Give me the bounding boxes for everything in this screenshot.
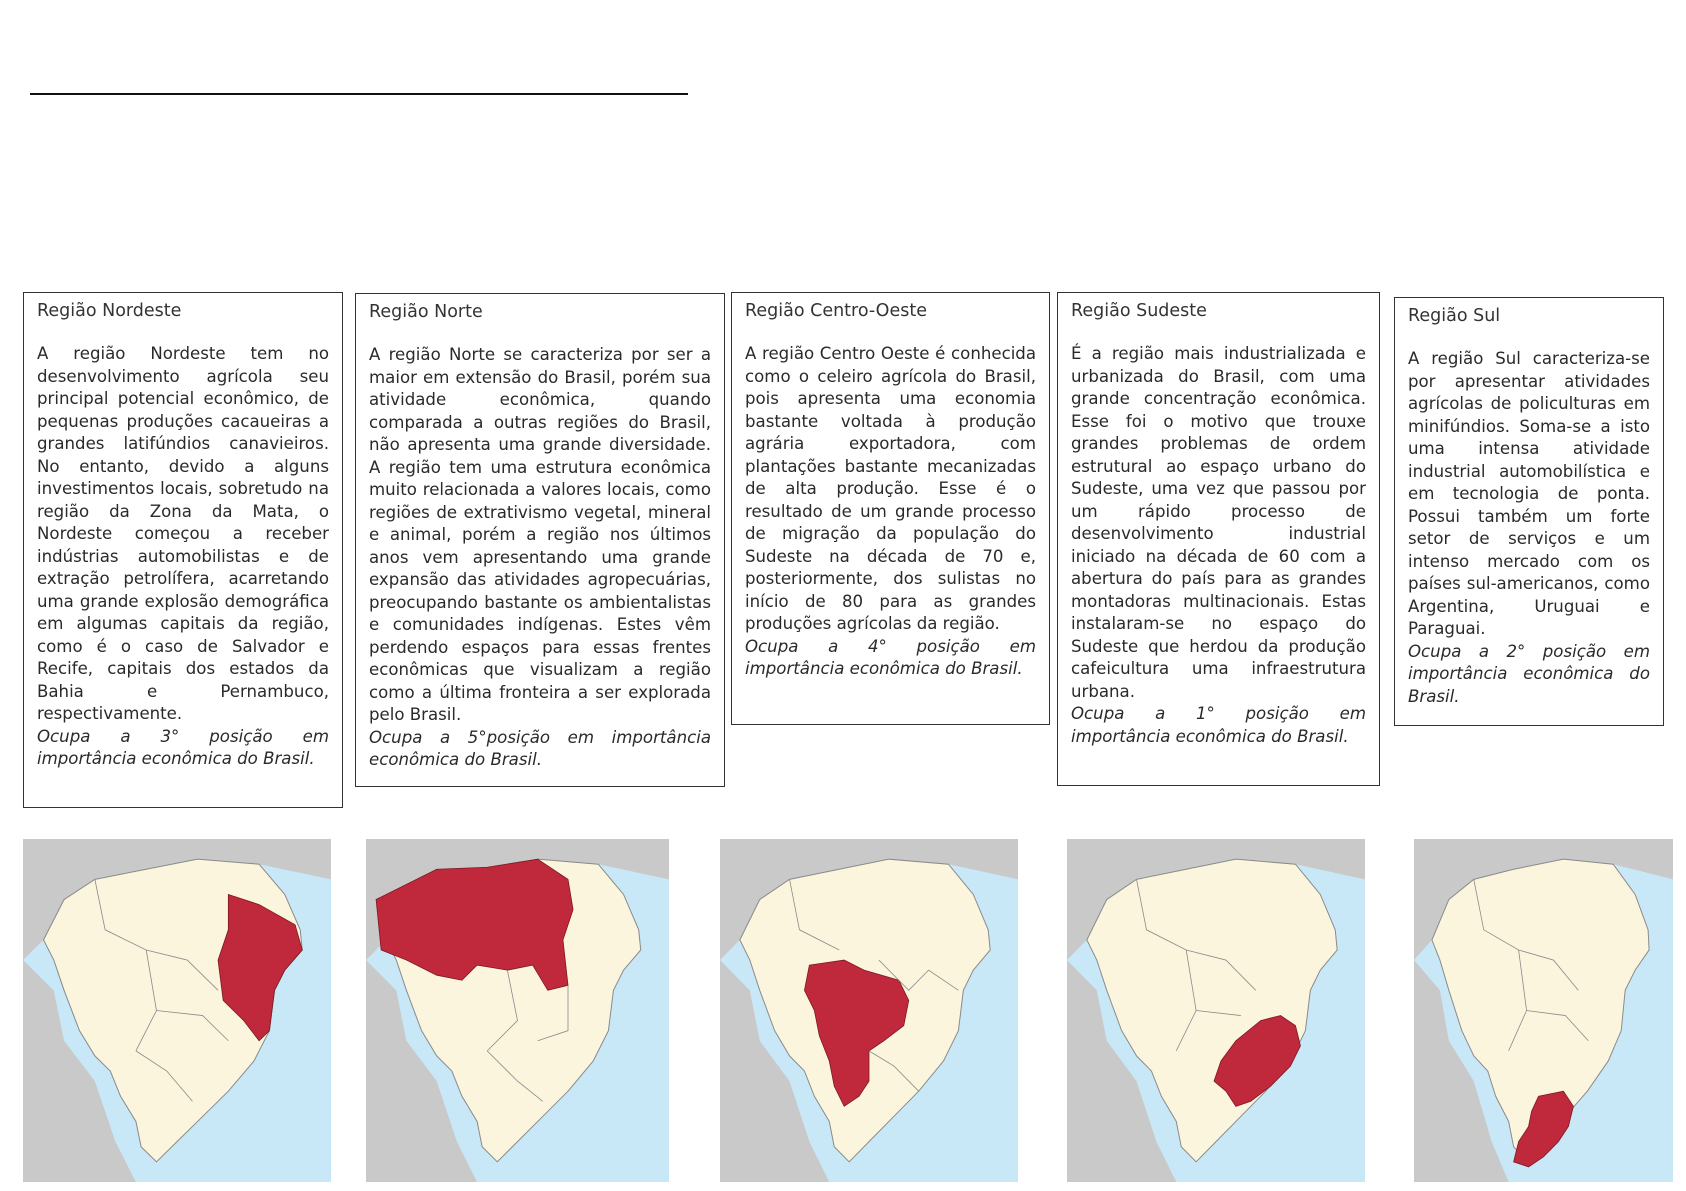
card-norte <box>355 293 725 787</box>
brazil-map-nordeste <box>23 839 331 1182</box>
map-sul <box>1414 839 1673 1182</box>
brazil-map-norte <box>366 839 669 1182</box>
card-title: Região Centro-Oeste <box>745 301 927 321</box>
card-title: Região Sudeste <box>1071 301 1207 321</box>
card-text: A região Centro Oeste é conhecida como o celeiro agrícola do Brasil, pois apresenta uma economia bastante voltada à produção agrária exportadora, com plantações bastante mecanizadas de alta produção. Esse é o resultado de um grande processo de migração da população do Sudeste na década de 70 e, posteriormente, dos sulistas no início de 80 para as grandes produções agrícolas da região. <box>745 344 1036 633</box>
title-underline <box>30 93 688 95</box>
card-rank: Ocupa a 3° posição em importância econômica do Brasil. <box>37 726 329 768</box>
card-title: Região Nordeste <box>37 301 182 321</box>
brazil-map-sul <box>1414 839 1673 1182</box>
map-norte <box>366 839 669 1182</box>
card-title: Região Sul <box>1408 306 1501 326</box>
card-rank: Ocupa a 4° posição em importância econômica do Brasil. <box>745 636 1036 678</box>
card-text: A região Nordeste tem no desenvolvimento agrícola seu principal potencial econômico, de pequenas produções cacaueiras a grandes latifúndios canavieiros. No entanto, devido a alguns investimentos locais, sobretudo na região da Zona da Mata, o Nordeste começou a receber indústrias automobilistas e de extração petrolífera, acarretando uma grande explosão demográfica em algumas capitais da região, como é o caso de Salvador e Recife, capitais dos estados da Bahia e Pernambuco, respectivamente. <box>37 344 329 723</box>
brazil-map-centro-oeste <box>720 839 1018 1182</box>
map-nordeste <box>23 839 331 1182</box>
map-centro-oeste <box>720 839 1018 1182</box>
card-text: É a região mais industrializada e urbanizada do Brasil, com uma grande concentração econômica. Esse foi o motivo que trouxe grandes problemas de ordem estrutural ao espaço urbano do Sudeste, uma vez que passou por um rápido processo de desenvolvimento industrial iniciado na década de 60 com a abertura do país para as grandes montadoras multinacionais. Estas instalaram-se no espaço do Sudeste que herdou da produção cafeicultura uma infraestrutura urbana. <box>1071 344 1366 701</box>
card-rank: Ocupa a 2° posição em importância econômica do Brasil. <box>1408 641 1650 706</box>
card-nordeste <box>23 292 343 808</box>
map-sudeste <box>1067 839 1365 1182</box>
card-text: A região Sul caracteriza-se por apresentar atividades agrícolas de policulturas em minifúndios. Soma-se a isto uma intensa atividade industrial automobilística e em tecnologia de ponta. Possui também um forte setor de serviços e um intenso mercado com os países sul-americanos, como Argentina, Uruguai e Paraguai. <box>1408 349 1650 638</box>
card-rank: Ocupa a 5°posição em importância econômica do Brasil. <box>369 727 711 769</box>
card-sul <box>1394 297 1664 726</box>
card-rank: Ocupa a 1° posição em importância econômica do Brasil. <box>1071 704 1366 746</box>
brazil-map-sudeste <box>1067 839 1365 1182</box>
card-centro-oeste <box>731 292 1050 725</box>
card-text: A região Norte se caracteriza por ser a maior em extensão do Brasil, porém sua atividade econômica, quando comparada a outras regiões do Brasil, não apresenta uma grande diversidade. A região tem uma estrutura econômica muito relacionada a valores locais, como regiões de extrativismo vegetal, mineral e animal, porém a região nos últimos anos vem apresentando uma grande expansão das atividades agropecuárias, preocupando bastante os ambientalistas e comunidades indígenas. Estes vêm perdendo espaços para essas frentes econômicas que visualizam a região como a última fronteira a ser explorada pelo Brasil. <box>369 345 711 724</box>
card-title: Região Norte <box>369 302 483 322</box>
card-sudeste <box>1057 292 1380 786</box>
